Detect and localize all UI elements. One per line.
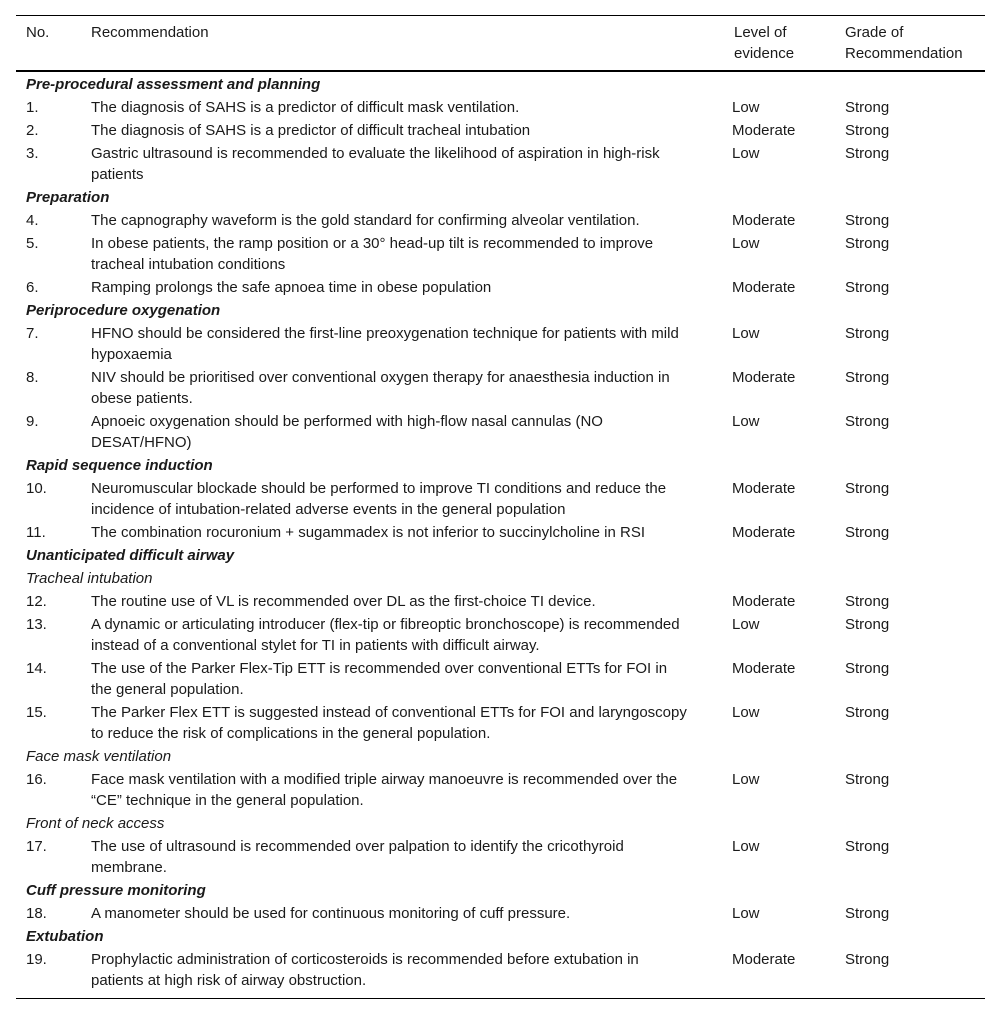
level-of-evidence: Moderate bbox=[732, 524, 796, 541]
section-heading-row bbox=[16, 186, 985, 209]
row-number: 14. bbox=[26, 660, 47, 677]
table-body bbox=[16, 71, 985, 999]
grade-of-recommendation: Strong bbox=[845, 413, 890, 430]
recommendation-text: The use of ultrasound is recommended over palpation to identify the cricothyroid membrane. bbox=[91, 838, 624, 876]
level-of-evidence: Moderate bbox=[732, 212, 796, 229]
row-number: 6. bbox=[26, 279, 39, 296]
recommendation-text: The capnography waveform is the gold standard for confirming alveolar ventilation. bbox=[91, 212, 640, 229]
table-row bbox=[16, 209, 985, 232]
grade-of-recommendation: Strong bbox=[845, 99, 890, 116]
row-number: 4. bbox=[26, 212, 39, 229]
header-row bbox=[16, 16, 985, 72]
section-title: Unanticipated difficult airway bbox=[26, 547, 235, 564]
recommendations-table-container bbox=[16, 15, 985, 999]
level-of-evidence: Low bbox=[732, 235, 760, 252]
section-title: Rapid sequence induction bbox=[26, 457, 213, 474]
table-row bbox=[16, 232, 985, 276]
table-row bbox=[16, 768, 985, 812]
table-row bbox=[16, 902, 985, 925]
grade-of-recommendation: Strong bbox=[845, 951, 890, 968]
recommendation-text: Face mask ventilation with a modified triple airway manoeuvre is recommended over the “CE” technique in the general population. bbox=[91, 771, 678, 809]
row-number: 15. bbox=[26, 704, 47, 721]
recommendation-text: The combination rocuronium + sugammadex is not inferior to succinylcholine in RSI bbox=[91, 524, 646, 541]
level-of-evidence: Low bbox=[732, 905, 760, 922]
grade-of-recommendation: Strong bbox=[845, 704, 890, 721]
row-number: 19. bbox=[26, 951, 47, 968]
recommendation-text: The routine use of VL is recommended over DL as the first-choice TI device. bbox=[91, 593, 596, 610]
level-of-evidence: Moderate bbox=[732, 480, 796, 497]
row-number: 10. bbox=[26, 480, 47, 497]
row-number: 9. bbox=[26, 413, 39, 430]
recommendation-text: The use of the Parker Flex-Tip ETT is recommended over conventional ETTs for FOI in the general population. bbox=[91, 660, 668, 698]
grade-of-recommendation: Strong bbox=[845, 660, 890, 677]
section-heading-row bbox=[16, 71, 985, 96]
subsection-heading-row bbox=[16, 745, 985, 768]
grade-of-recommendation: Strong bbox=[845, 325, 890, 342]
row-number: 16. bbox=[26, 771, 47, 788]
header-recommendation: Recommendation bbox=[91, 24, 209, 41]
level-of-evidence: Moderate bbox=[732, 122, 796, 139]
row-number: 12. bbox=[26, 593, 47, 610]
table-header bbox=[16, 16, 985, 72]
recommendation-text: NIV should be prioritised over conventional oxygen therapy for anaesthesia induction in obese patients. bbox=[91, 369, 670, 407]
subsection-heading-row bbox=[16, 812, 985, 835]
subsection-title: Face mask ventilation bbox=[26, 748, 172, 765]
table-row bbox=[16, 142, 985, 186]
table-row bbox=[16, 477, 985, 521]
table-row bbox=[16, 521, 985, 544]
table-row bbox=[16, 948, 985, 999]
table-row bbox=[16, 366, 985, 410]
recommendations-table bbox=[16, 15, 985, 999]
section-title: Extubation bbox=[26, 928, 104, 945]
table-row bbox=[16, 96, 985, 119]
row-number: 7. bbox=[26, 325, 39, 342]
grade-of-recommendation: Strong bbox=[845, 771, 890, 788]
grade-of-recommendation: Strong bbox=[845, 235, 890, 252]
table-row bbox=[16, 835, 985, 879]
table-row bbox=[16, 119, 985, 142]
row-number: 5. bbox=[26, 235, 39, 252]
grade-of-recommendation: Strong bbox=[845, 524, 890, 541]
row-number: 2. bbox=[26, 122, 39, 139]
subsection-heading-row bbox=[16, 567, 985, 590]
row-number: 8. bbox=[26, 369, 39, 386]
table-row bbox=[16, 322, 985, 366]
grade-of-recommendation: Strong bbox=[845, 122, 890, 139]
level-of-evidence: Low bbox=[732, 771, 760, 788]
grade-of-recommendation: Strong bbox=[845, 593, 890, 610]
recommendation-text: A dynamic or articulating introducer (flex-tip or fibreoptic bronchoscope) is recommended instead of a conventional stylet for TI in patients with difficult airway. bbox=[91, 616, 680, 654]
grade-of-recommendation: Strong bbox=[845, 616, 890, 633]
level-of-evidence: Low bbox=[732, 704, 760, 721]
section-title: Pre-procedural assessment and planning bbox=[26, 76, 321, 93]
section-heading-row bbox=[16, 544, 985, 567]
level-of-evidence: Moderate bbox=[732, 951, 796, 968]
row-number: 11. bbox=[26, 524, 46, 541]
recommendation-text: HFNO should be considered the first-line preoxygenation technique for patients with mild hypoxaemia bbox=[91, 325, 679, 363]
header-grade-of-recommendation: Grade of Recommendation bbox=[845, 24, 963, 62]
grade-of-recommendation: Strong bbox=[845, 838, 890, 855]
level-of-evidence: Moderate bbox=[732, 660, 796, 677]
level-of-evidence: Low bbox=[732, 99, 760, 116]
grade-of-recommendation: Strong bbox=[845, 279, 890, 296]
recommendation-text: The diagnosis of SAHS is a predictor of difficult tracheal intubation bbox=[91, 122, 531, 139]
grade-of-recommendation: Strong bbox=[845, 145, 890, 162]
grade-of-recommendation: Strong bbox=[845, 369, 890, 386]
section-heading-row bbox=[16, 454, 985, 477]
table-row bbox=[16, 410, 985, 454]
level-of-evidence: Low bbox=[732, 413, 760, 430]
section-heading-row bbox=[16, 299, 985, 322]
grade-of-recommendation: Strong bbox=[845, 480, 890, 497]
section-heading-row bbox=[16, 879, 985, 902]
table-row bbox=[16, 701, 985, 745]
recommendation-text: In obese patients, the ramp position or a 30° head-up tilt is recommended to improve tracheal intubation conditions bbox=[91, 235, 654, 273]
recommendation-text: Prophylactic administration of corticosteroids is recommended before extubation in patients at high risk of airway obstruction. bbox=[91, 951, 639, 989]
section-title: Cuff pressure monitoring bbox=[26, 882, 206, 899]
level-of-evidence: Moderate bbox=[732, 369, 796, 386]
recommendation-text: Ramping prolongs the safe apnoea time in obese population bbox=[91, 279, 492, 296]
recommendation-text: The Parker Flex ETT is suggested instead of conventional ETTs for FOI and laryngoscopy to reduce the risk of complications in the general population. bbox=[91, 704, 687, 742]
recommendation-text: The diagnosis of SAHS is a predictor of difficult mask ventilation. bbox=[91, 99, 520, 116]
level-of-evidence: Low bbox=[732, 616, 760, 633]
grade-of-recommendation: Strong bbox=[845, 212, 890, 229]
recommendation-text: Neuromuscular blockade should be performed to improve TI conditions and reduce the incidence of intubation-related adverse events in the general population bbox=[91, 480, 667, 518]
row-number: 3. bbox=[26, 145, 39, 162]
section-title: Preparation bbox=[26, 189, 110, 206]
row-number: 13. bbox=[26, 616, 47, 633]
level-of-evidence: Low bbox=[732, 325, 760, 342]
table-row bbox=[16, 613, 985, 657]
table-row bbox=[16, 657, 985, 701]
level-of-evidence: Low bbox=[732, 145, 760, 162]
row-number: 1. bbox=[26, 99, 39, 116]
recommendation-text: Gastric ultrasound is recommended to evaluate the likelihood of aspiration in high-risk patients bbox=[91, 145, 660, 183]
subsection-title: Front of neck access bbox=[26, 815, 165, 832]
row-number: 17. bbox=[26, 838, 47, 855]
level-of-evidence: Moderate bbox=[732, 279, 796, 296]
row-number: 18. bbox=[26, 905, 47, 922]
section-title: Periprocedure oxygenation bbox=[26, 302, 221, 319]
level-of-evidence: Low bbox=[732, 838, 760, 855]
subsection-title: Tracheal intubation bbox=[26, 570, 153, 587]
grade-of-recommendation: Strong bbox=[845, 905, 890, 922]
recommendation-text: A manometer should be used for continuous monitoring of cuff pressure. bbox=[91, 905, 571, 922]
table-row bbox=[16, 276, 985, 299]
table-row bbox=[16, 590, 985, 613]
level-of-evidence: Moderate bbox=[732, 593, 796, 610]
header-no: No. bbox=[26, 24, 50, 41]
section-heading-row bbox=[16, 925, 985, 948]
recommendation-text: Apnoeic oxygenation should be performed with high-flow nasal cannulas (NO DESAT/HFNO) bbox=[91, 413, 603, 451]
header-level-of-evidence: Level of evidence bbox=[734, 24, 795, 62]
